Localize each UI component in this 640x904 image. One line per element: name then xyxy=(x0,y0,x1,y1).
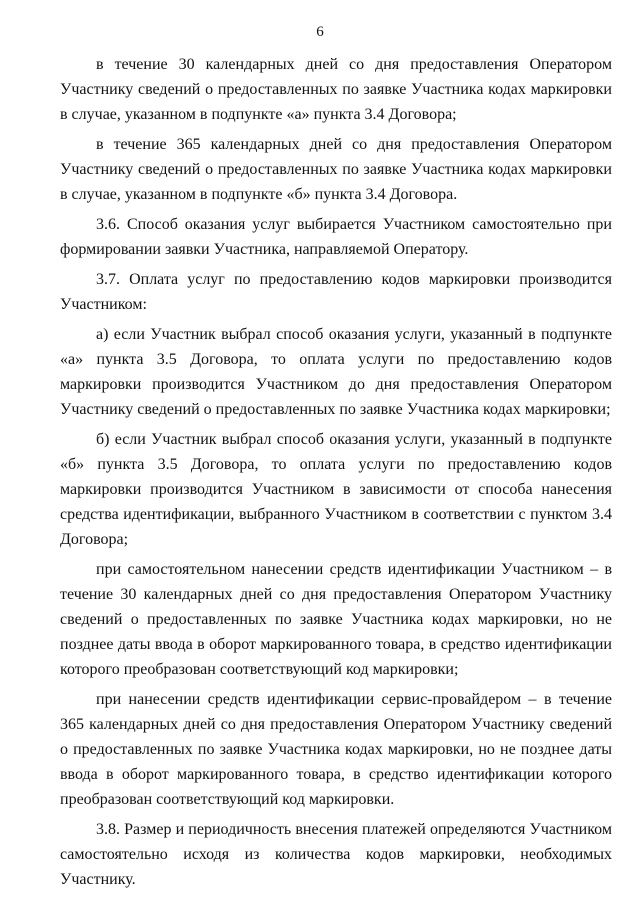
paragraph-3-7-b: б) если Участник выбрал способ оказания услуги, указанный в подпункте «б» пункта 3.5 Договора, то оплата услуги по предоставлению кодов маркировки производится Участником в зависимости от способа нанесения средства идентификации, выбранного Участником в соответствии с пунктом 3.4 Договора; xyxy=(60,431,612,548)
paragraph-service-provider: при нанесении средств идентификации сервис-провайдером – в течение 365 календарных дней со дня предоставления Оператором Участнику сведений о предоставленных по заявке Участника кодах маркировки, но не позднее даты ввода в оборот маркированного товара, в средство идентификации которого преобразован соответствующий код маркировки. xyxy=(60,691,612,808)
paragraph-self-application: при самостоятельном нанесении средств идентификации Участником – в течение 30 календарных дней со дня предоставления Оператором Участнику сведений о предоставленных по заявке Участника кодах маркировки, но не позднее даты ввода в оборот маркированного товара, в средство идентификации которого преобразован соответствующий код маркировки; xyxy=(60,561,612,678)
paragraph-3-7: 3.7. Оплата услуг по предоставлению кодов маркировки производится Участником: xyxy=(60,271,612,313)
paragraph-3-7-a: а) если Участник выбрал способ оказания услуги, указанный в подпункте «а» пункта 3.5 Договора, то оплата услуги по предоставлению кодов маркировки производится Участником до дня предоставления Оператором Участнику сведений о предоставленных по заявке Участника кодах маркировки; xyxy=(60,326,612,418)
paragraph-365-days: в течение 365 календарных дней со дня предоставления Оператором Участнику сведений о предоставленных по заявке Участника кодах маркировки в случае, указанном в подпункте «б» пункта 3.4 Договора. xyxy=(60,136,612,203)
paragraph-30-days: в течение 30 календарных дней со дня предоставления Оператором Участнику сведений о предоставленных по заявке Участника кодах маркировки в случае, указанном в подпункте «а» пункта 3.4 Договора; xyxy=(60,56,612,123)
paragraph-3-8: 3.8. Размер и периодичность внесения платежей определяются Участником самостоятельно исходя из количества кодов маркировки, необходимых Участнику. xyxy=(60,821,612,888)
page-number: 6 xyxy=(316,24,324,40)
paragraph-3-6: 3.6. Способ оказания услуг выбирается Участником самостоятельно при формировании заявки Участника, направляемой Оператору. xyxy=(60,216,612,258)
document-body xyxy=(60,52,612,897)
